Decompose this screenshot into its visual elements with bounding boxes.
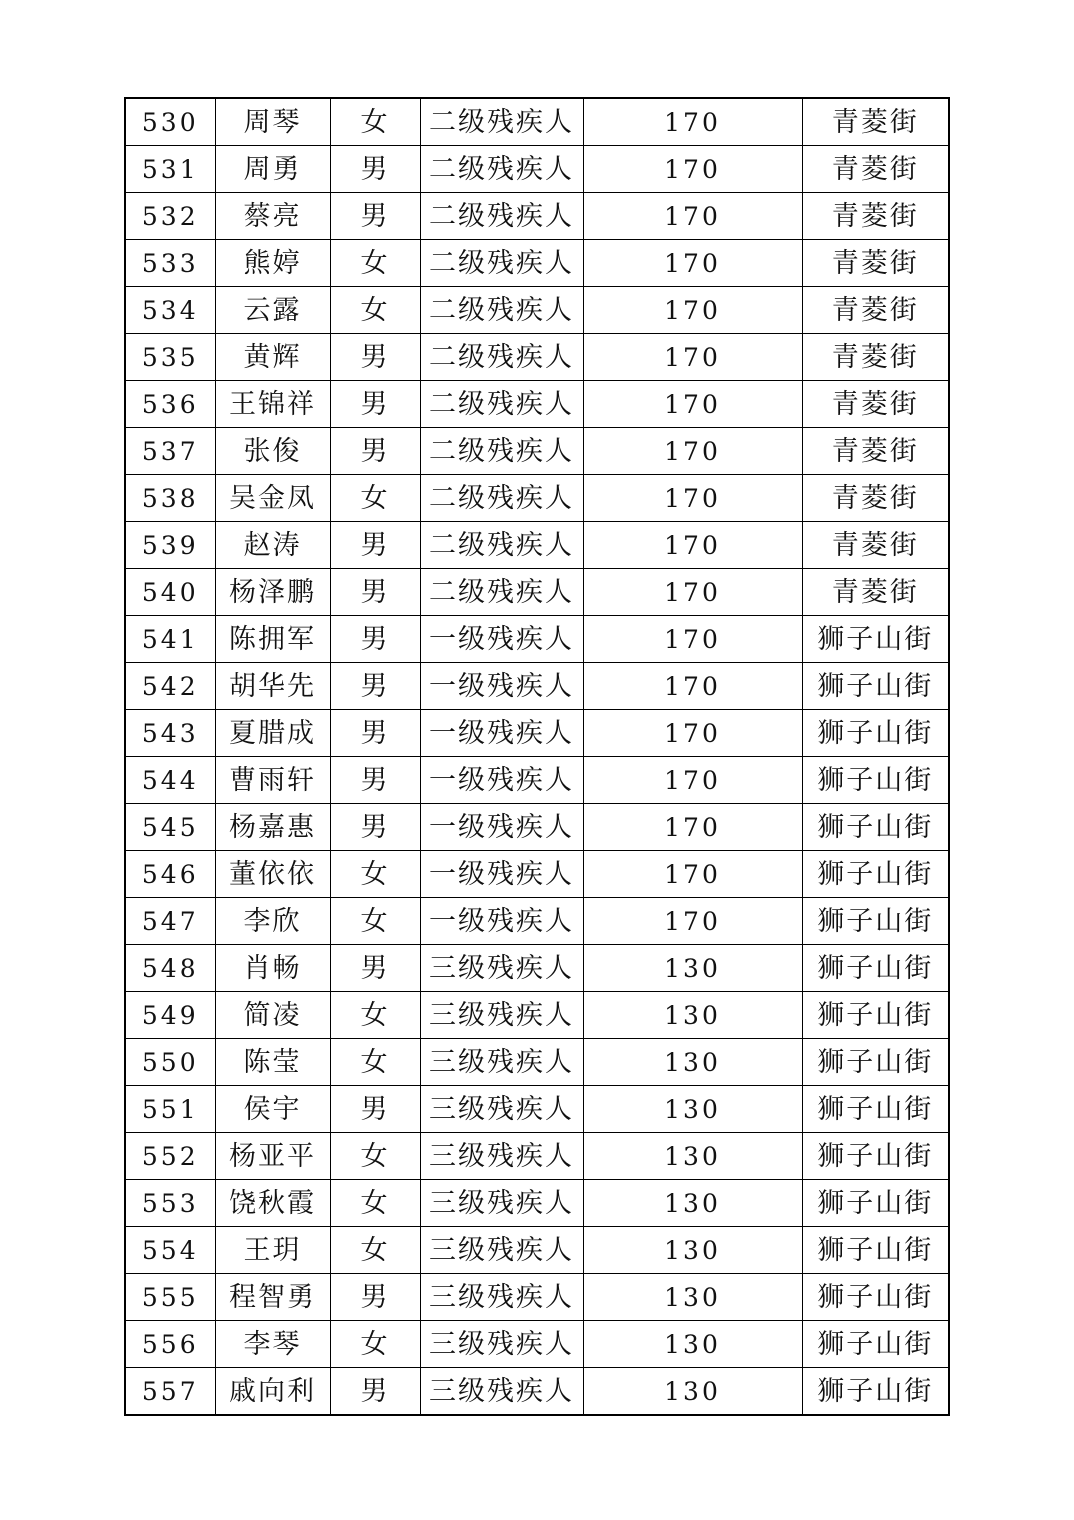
disability-level-cell: 三级残疾人 xyxy=(420,1227,583,1274)
street-cell: 狮子山街 xyxy=(802,1368,949,1416)
gender-cell: 男 xyxy=(330,428,420,475)
table-row xyxy=(125,240,949,287)
table-row xyxy=(125,98,949,146)
row-number-cell: 538 xyxy=(125,475,215,522)
amount-cell: 130 xyxy=(583,992,802,1039)
street-cell: 狮子山街 xyxy=(802,1321,949,1368)
street-cell: 狮子山街 xyxy=(802,663,949,710)
amount-cell: 170 xyxy=(583,193,802,240)
street-cell: 狮子山街 xyxy=(802,757,949,804)
person-name-cell: 夏腊成 xyxy=(215,710,330,757)
amount-cell: 130 xyxy=(583,1321,802,1368)
row-number-cell: 535 xyxy=(125,334,215,381)
person-name-cell: 侯宇 xyxy=(215,1086,330,1133)
amount-cell: 170 xyxy=(583,710,802,757)
person-name-cell: 董依依 xyxy=(215,851,330,898)
table-row xyxy=(125,1086,949,1133)
person-name-cell: 周勇 xyxy=(215,146,330,193)
table-row xyxy=(125,475,949,522)
amount-cell: 130 xyxy=(583,945,802,992)
table-row xyxy=(125,757,949,804)
person-name-cell: 曹雨轩 xyxy=(215,757,330,804)
table-row xyxy=(125,804,949,851)
street-cell: 青菱街 xyxy=(802,287,949,334)
row-number-cell: 532 xyxy=(125,193,215,240)
person-name-cell: 赵涛 xyxy=(215,522,330,569)
street-cell: 狮子山街 xyxy=(802,945,949,992)
person-name-cell: 程智勇 xyxy=(215,1274,330,1321)
disability-level-cell: 三级残疾人 xyxy=(420,1086,583,1133)
street-cell: 狮子山街 xyxy=(802,710,949,757)
table-row xyxy=(125,1321,949,1368)
row-number-cell: 546 xyxy=(125,851,215,898)
disability-level-cell: 一级残疾人 xyxy=(420,710,583,757)
gender-cell: 女 xyxy=(330,1321,420,1368)
amount-cell: 130 xyxy=(583,1274,802,1321)
roster-body xyxy=(125,98,949,1415)
table-row xyxy=(125,1039,949,1086)
disability-level-cell: 一级残疾人 xyxy=(420,898,583,945)
amount-cell: 130 xyxy=(583,1180,802,1227)
amount-cell: 130 xyxy=(583,1227,802,1274)
disability-level-cell: 一级残疾人 xyxy=(420,616,583,663)
table-row xyxy=(125,663,949,710)
row-number-cell: 545 xyxy=(125,804,215,851)
table-row xyxy=(125,1368,949,1416)
disability-level-cell: 一级残疾人 xyxy=(420,663,583,710)
row-number-cell: 544 xyxy=(125,757,215,804)
street-cell: 青菱街 xyxy=(802,98,949,146)
gender-cell: 女 xyxy=(330,851,420,898)
roster-table xyxy=(124,97,950,1416)
disability-level-cell: 一级残疾人 xyxy=(420,851,583,898)
street-cell: 狮子山街 xyxy=(802,1227,949,1274)
table-row xyxy=(125,287,949,334)
table-row xyxy=(125,193,949,240)
gender-cell: 男 xyxy=(330,1368,420,1416)
person-name-cell: 陈拥军 xyxy=(215,616,330,663)
disability-level-cell: 二级残疾人 xyxy=(420,334,583,381)
gender-cell: 女 xyxy=(330,1133,420,1180)
table-row xyxy=(125,428,949,475)
street-cell: 狮子山街 xyxy=(802,616,949,663)
person-name-cell: 黄辉 xyxy=(215,334,330,381)
table-row xyxy=(125,569,949,616)
row-number-cell: 550 xyxy=(125,1039,215,1086)
street-cell: 青菱街 xyxy=(802,334,949,381)
street-cell: 青菱街 xyxy=(802,193,949,240)
gender-cell: 男 xyxy=(330,381,420,428)
street-cell: 青菱街 xyxy=(802,569,949,616)
gender-cell: 男 xyxy=(330,804,420,851)
amount-cell: 130 xyxy=(583,1086,802,1133)
amount-cell: 170 xyxy=(583,475,802,522)
disability-level-cell: 二级残疾人 xyxy=(420,193,583,240)
gender-cell: 男 xyxy=(330,663,420,710)
gender-cell: 女 xyxy=(330,98,420,146)
street-cell: 青菱街 xyxy=(802,475,949,522)
disability-level-cell: 二级残疾人 xyxy=(420,287,583,334)
person-name-cell: 李欣 xyxy=(215,898,330,945)
street-cell: 青菱街 xyxy=(802,381,949,428)
gender-cell: 男 xyxy=(330,334,420,381)
table-row xyxy=(125,616,949,663)
disability-level-cell: 二级残疾人 xyxy=(420,146,583,193)
person-name-cell: 戚向利 xyxy=(215,1368,330,1416)
disability-level-cell: 三级残疾人 xyxy=(420,1039,583,1086)
amount-cell: 170 xyxy=(583,851,802,898)
table-row xyxy=(125,945,949,992)
row-number-cell: 534 xyxy=(125,287,215,334)
row-number-cell: 551 xyxy=(125,1086,215,1133)
row-number-cell: 555 xyxy=(125,1274,215,1321)
row-number-cell: 537 xyxy=(125,428,215,475)
table-row xyxy=(125,334,949,381)
street-cell: 青菱街 xyxy=(802,522,949,569)
gender-cell: 女 xyxy=(330,898,420,945)
gender-cell: 男 xyxy=(330,1086,420,1133)
amount-cell: 130 xyxy=(583,1368,802,1416)
amount-cell: 170 xyxy=(583,381,802,428)
table-row xyxy=(125,992,949,1039)
disability-level-cell: 三级残疾人 xyxy=(420,1180,583,1227)
gender-cell: 女 xyxy=(330,1180,420,1227)
row-number-cell: 553 xyxy=(125,1180,215,1227)
amount-cell: 170 xyxy=(583,98,802,146)
gender-cell: 男 xyxy=(330,522,420,569)
person-name-cell: 吴金凤 xyxy=(215,475,330,522)
person-name-cell: 王锦祥 xyxy=(215,381,330,428)
row-number-cell: 540 xyxy=(125,569,215,616)
gender-cell: 女 xyxy=(330,1227,420,1274)
street-cell: 狮子山街 xyxy=(802,851,949,898)
amount-cell: 170 xyxy=(583,757,802,804)
row-number-cell: 542 xyxy=(125,663,215,710)
row-number-cell: 552 xyxy=(125,1133,215,1180)
disability-level-cell: 二级残疾人 xyxy=(420,240,583,287)
person-name-cell: 云露 xyxy=(215,287,330,334)
row-number-cell: 536 xyxy=(125,381,215,428)
gender-cell: 女 xyxy=(330,240,420,287)
person-name-cell: 胡华先 xyxy=(215,663,330,710)
table-row xyxy=(125,1180,949,1227)
street-cell: 狮子山街 xyxy=(802,1274,949,1321)
row-number-cell: 557 xyxy=(125,1368,215,1416)
person-name-cell: 张俊 xyxy=(215,428,330,475)
row-number-cell: 533 xyxy=(125,240,215,287)
row-number-cell: 556 xyxy=(125,1321,215,1368)
row-number-cell: 549 xyxy=(125,992,215,1039)
amount-cell: 130 xyxy=(583,1133,802,1180)
disability-level-cell: 三级残疾人 xyxy=(420,1274,583,1321)
disability-level-cell: 一级残疾人 xyxy=(420,757,583,804)
person-name-cell: 蔡亮 xyxy=(215,193,330,240)
disability-level-cell: 三级残疾人 xyxy=(420,1321,583,1368)
table-row xyxy=(125,522,949,569)
person-name-cell: 简凌 xyxy=(215,992,330,1039)
street-cell: 狮子山街 xyxy=(802,804,949,851)
street-cell: 青菱街 xyxy=(802,428,949,475)
person-name-cell: 饶秋霞 xyxy=(215,1180,330,1227)
table-row xyxy=(125,710,949,757)
amount-cell: 170 xyxy=(583,334,802,381)
disability-level-cell: 三级残疾人 xyxy=(420,992,583,1039)
gender-cell: 男 xyxy=(330,757,420,804)
amount-cell: 170 xyxy=(583,522,802,569)
person-name-cell: 周琴 xyxy=(215,98,330,146)
table-row xyxy=(125,851,949,898)
disability-level-cell: 三级残疾人 xyxy=(420,1368,583,1416)
gender-cell: 男 xyxy=(330,945,420,992)
street-cell: 狮子山街 xyxy=(802,992,949,1039)
gender-cell: 男 xyxy=(330,616,420,663)
gender-cell: 男 xyxy=(330,146,420,193)
amount-cell: 170 xyxy=(583,240,802,287)
table-row xyxy=(125,1274,949,1321)
amount-cell: 170 xyxy=(583,146,802,193)
disability-level-cell: 二级残疾人 xyxy=(420,522,583,569)
person-name-cell: 陈莹 xyxy=(215,1039,330,1086)
amount-cell: 170 xyxy=(583,804,802,851)
gender-cell: 男 xyxy=(330,710,420,757)
street-cell: 狮子山街 xyxy=(802,1086,949,1133)
disability-level-cell: 三级残疾人 xyxy=(420,1133,583,1180)
row-number-cell: 548 xyxy=(125,945,215,992)
amount-cell: 170 xyxy=(583,616,802,663)
table-row xyxy=(125,146,949,193)
disability-level-cell: 一级残疾人 xyxy=(420,804,583,851)
street-cell: 狮子山街 xyxy=(802,1133,949,1180)
table-row xyxy=(125,1133,949,1180)
street-cell: 青菱街 xyxy=(802,146,949,193)
row-number-cell: 530 xyxy=(125,98,215,146)
street-cell: 青菱街 xyxy=(802,240,949,287)
table-row xyxy=(125,898,949,945)
amount-cell: 170 xyxy=(583,569,802,616)
person-name-cell: 李琴 xyxy=(215,1321,330,1368)
disability-level-cell: 二级残疾人 xyxy=(420,381,583,428)
gender-cell: 女 xyxy=(330,475,420,522)
street-cell: 狮子山街 xyxy=(802,1039,949,1086)
gender-cell: 女 xyxy=(330,287,420,334)
row-number-cell: 531 xyxy=(125,146,215,193)
gender-cell: 女 xyxy=(330,1039,420,1086)
row-number-cell: 539 xyxy=(125,522,215,569)
disability-level-cell: 二级残疾人 xyxy=(420,428,583,475)
disability-level-cell: 二级残疾人 xyxy=(420,475,583,522)
street-cell: 狮子山街 xyxy=(802,898,949,945)
disability-level-cell: 三级残疾人 xyxy=(420,945,583,992)
table-row xyxy=(125,381,949,428)
disability-level-cell: 二级残疾人 xyxy=(420,98,583,146)
street-cell: 狮子山街 xyxy=(802,1180,949,1227)
table-row xyxy=(125,1227,949,1274)
gender-cell: 女 xyxy=(330,992,420,1039)
gender-cell: 男 xyxy=(330,1274,420,1321)
amount-cell: 170 xyxy=(583,898,802,945)
gender-cell: 男 xyxy=(330,193,420,240)
amount-cell: 170 xyxy=(583,663,802,710)
row-number-cell: 547 xyxy=(125,898,215,945)
person-name-cell: 杨亚平 xyxy=(215,1133,330,1180)
person-name-cell: 杨嘉惠 xyxy=(215,804,330,851)
person-name-cell: 杨泽鹏 xyxy=(215,569,330,616)
amount-cell: 130 xyxy=(583,1039,802,1086)
amount-cell: 170 xyxy=(583,428,802,475)
person-name-cell: 熊婷 xyxy=(215,240,330,287)
amount-cell: 170 xyxy=(583,287,802,334)
person-name-cell: 肖畅 xyxy=(215,945,330,992)
gender-cell: 男 xyxy=(330,569,420,616)
row-number-cell: 554 xyxy=(125,1227,215,1274)
person-name-cell: 王玥 xyxy=(215,1227,330,1274)
row-number-cell: 543 xyxy=(125,710,215,757)
disability-level-cell: 二级残疾人 xyxy=(420,569,583,616)
row-number-cell: 541 xyxy=(125,616,215,663)
